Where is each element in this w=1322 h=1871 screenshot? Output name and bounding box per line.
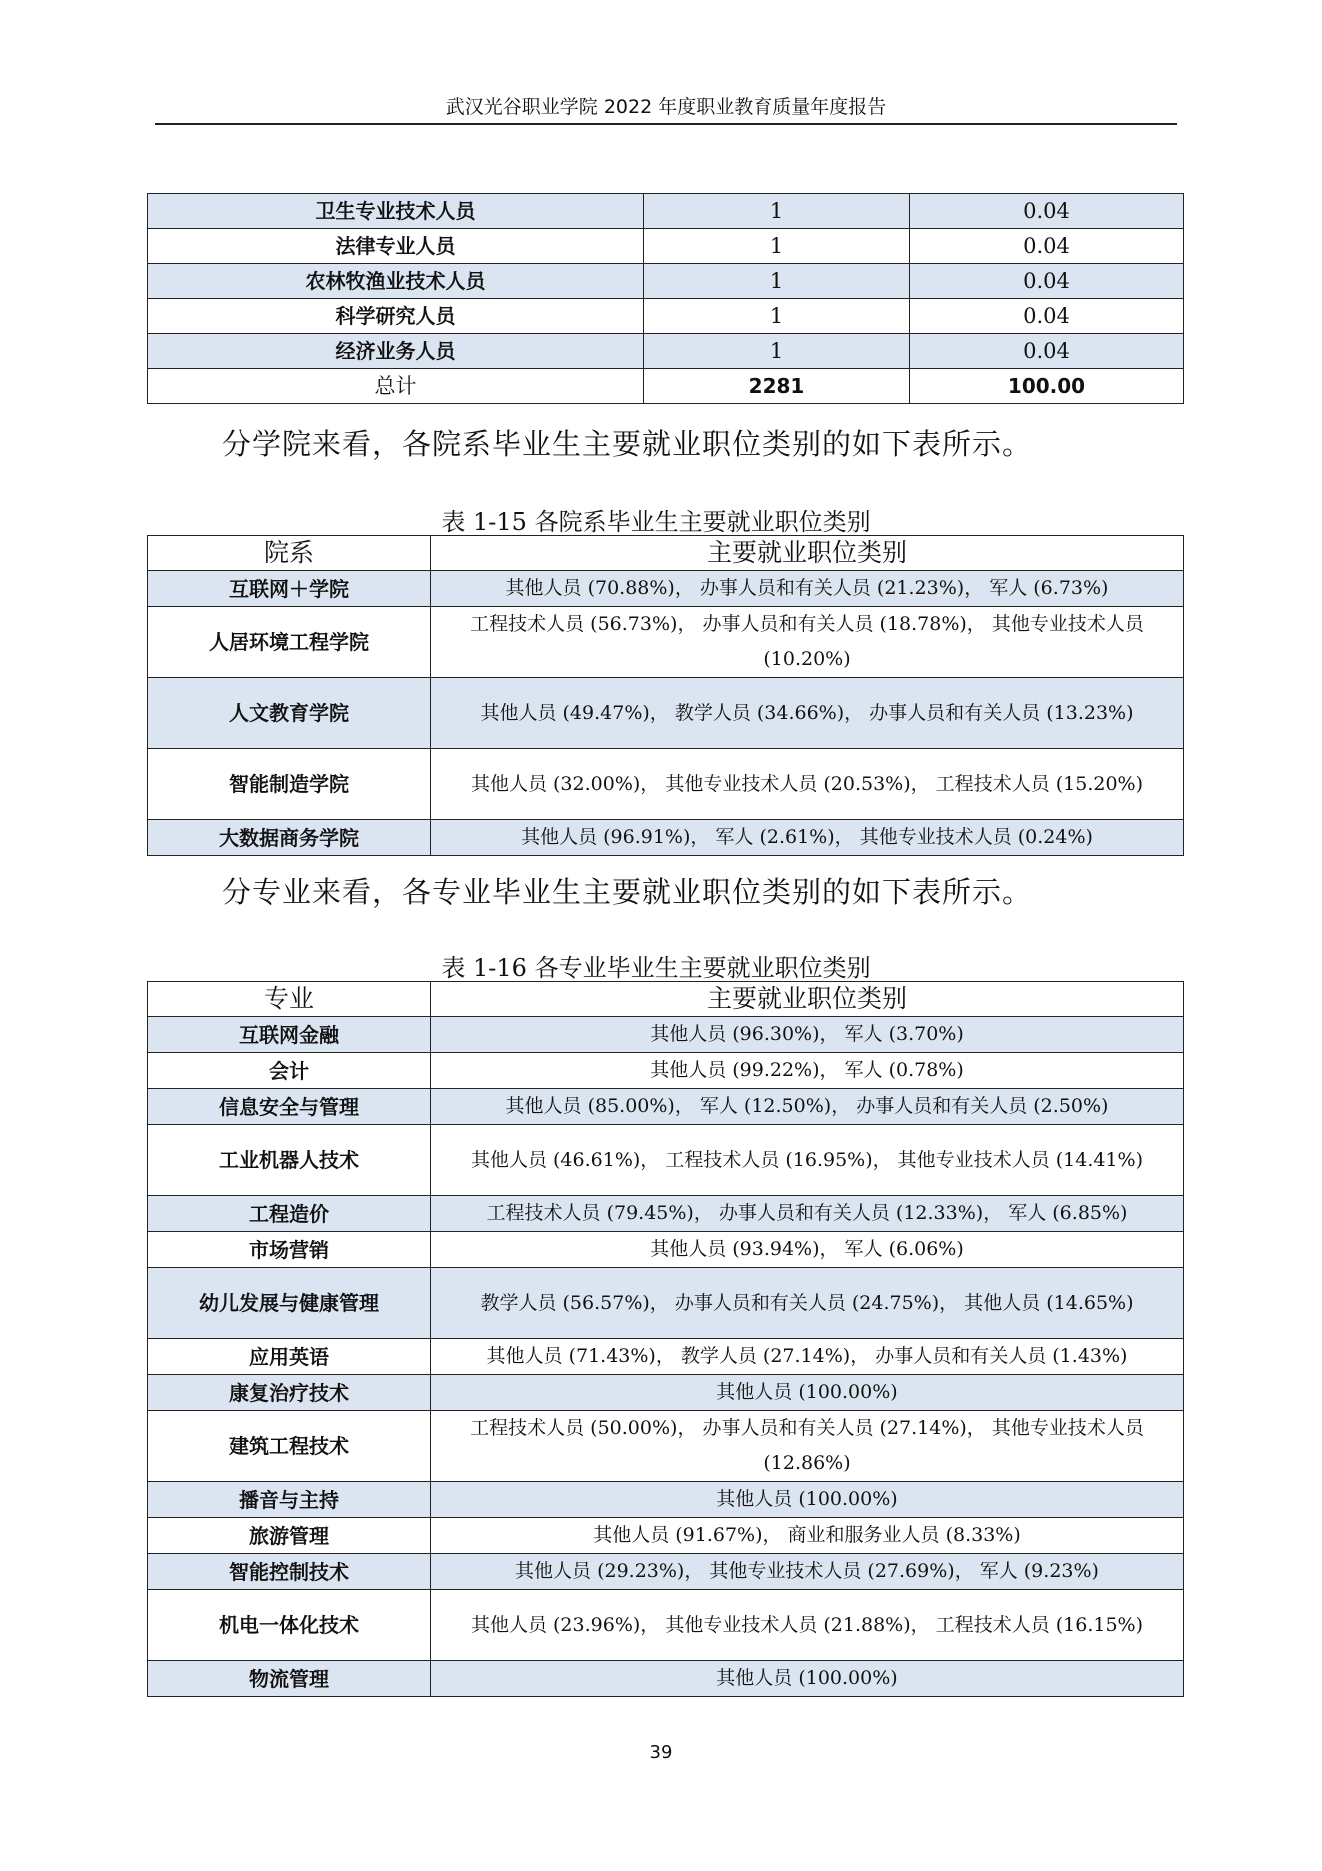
table-row <box>148 678 1184 749</box>
category-value: 其他人员 (100.00%) <box>431 1482 1184 1518</box>
category-value: 其他人员 (96.91%)， 军人 (2.61%)， 其他专业技术人员 (0.24%) <box>431 820 1184 856</box>
row-count: 1 <box>644 229 910 264</box>
category-value: 其他人员 (85.00%)， 军人 (12.50%)， 办事人员和有关人员 (2.50%) <box>431 1089 1184 1125</box>
row-label: 卫生专业技术人员 <box>148 194 644 229</box>
row-percent: 0.04 <box>910 334 1184 369</box>
table-row <box>148 1339 1184 1375</box>
table-row <box>148 1232 1184 1268</box>
total-label: 总计 <box>148 369 644 404</box>
category-value: 其他人员 (49.47%)， 教学人员 (34.66%)， 办事人员和有关人员 (13.23%) <box>431 678 1184 749</box>
table-row <box>148 820 1184 856</box>
row-percent: 0.04 <box>910 264 1184 299</box>
page-number: 39 <box>649 1742 673 1763</box>
category-value: 其他人员 (99.22%)， 军人 (0.78%) <box>431 1053 1184 1089</box>
major-name: 机电一体化技术 <box>148 1590 431 1661</box>
table-row <box>148 1518 1184 1554</box>
header-category: 主要就业职位类别 <box>431 536 1184 571</box>
major-name: 康复治疗技术 <box>148 1375 431 1411</box>
category-value: 其他人员 (100.00%) <box>431 1375 1184 1411</box>
table-row <box>148 749 1184 820</box>
college-name: 大数据商务学院 <box>148 820 431 856</box>
category-value: 教学人员 (56.57%)， 办事人员和有关人员 (24.75%)， 其他人员 (14.65%) <box>431 1268 1184 1339</box>
table-row <box>148 194 1184 229</box>
table-row <box>148 1125 1184 1196</box>
college-name: 智能制造学院 <box>148 749 431 820</box>
college-name: 人居环境工程学院 <box>148 607 431 678</box>
table-row <box>148 1089 1184 1125</box>
header-rule <box>155 123 1177 125</box>
major-name: 工业机器人技术 <box>148 1125 431 1196</box>
occupation-count-table <box>147 193 1184 404</box>
row-count: 1 <box>644 194 910 229</box>
table-row <box>148 1017 1184 1053</box>
college-name: 人文教育学院 <box>148 678 431 749</box>
row-label: 经济业务人员 <box>148 334 644 369</box>
major-name: 互联网金融 <box>148 1017 431 1053</box>
major-name: 播音与主持 <box>148 1482 431 1518</box>
table-row <box>148 299 1184 334</box>
table-row <box>148 1590 1184 1661</box>
table-row <box>148 264 1184 299</box>
header-college: 院系 <box>148 536 431 571</box>
row-label: 法律专业人员 <box>148 229 644 264</box>
category-value: 其他人员 (23.96%)， 其他专业技术人员 (21.88%)， 工程技术人员 (16.15%) <box>431 1590 1184 1661</box>
college-name: 互联网＋学院 <box>148 571 431 607</box>
row-count: 1 <box>644 334 910 369</box>
category-value: 工程技术人员 (56.73%)， 办事人员和有关人员 (18.78%)， 其他专业技术人员 (10.20%) <box>431 607 1184 678</box>
table-row <box>148 1268 1184 1339</box>
category-value: 其他人员 (96.30%)， 军人 (3.70%) <box>431 1017 1184 1053</box>
category-value: 其他人员 (46.61%)， 工程技术人员 (16.95%)， 其他专业技术人员 (14.41%) <box>431 1125 1184 1196</box>
table-row <box>148 1053 1184 1089</box>
category-value: 工程技术人员 (50.00%)， 办事人员和有关人员 (27.14%)， 其他专业技术人员 (12.86%) <box>431 1411 1184 1482</box>
category-value: 其他人员 (70.88%)， 办事人员和有关人员 (21.23%)， 军人 (6.73%) <box>431 571 1184 607</box>
row-percent: 0.04 <box>910 299 1184 334</box>
table-header-row <box>148 982 1184 1017</box>
total-count: 2281 <box>644 369 910 404</box>
major-name: 应用英语 <box>148 1339 431 1375</box>
row-count: 1 <box>644 299 910 334</box>
paragraph-by-college: 分学院来看，各院系毕业生主要就业职位类别的如下表所示。 <box>222 427 1033 461</box>
category-value: 其他人员 (32.00%)， 其他专业技术人员 (20.53%)， 工程技术人员 (15.20%) <box>431 749 1184 820</box>
table-1-16-caption: 表 1-16 各专业毕业生主要就业职位类别 <box>441 954 871 982</box>
table-row <box>148 1411 1184 1482</box>
table-row <box>148 1661 1184 1697</box>
category-value: 其他人员 (71.43%)， 教学人员 (27.14%)， 办事人员和有关人员 (1.43%) <box>431 1339 1184 1375</box>
header-category: 主要就业职位类别 <box>431 982 1184 1017</box>
major-name: 工程造价 <box>148 1196 431 1232</box>
category-value: 其他人员 (100.00%) <box>431 1661 1184 1697</box>
table-row <box>148 1196 1184 1232</box>
major-name: 信息安全与管理 <box>148 1089 431 1125</box>
total-percent: 100.00 <box>910 369 1184 404</box>
major-name: 智能控制技术 <box>148 1554 431 1590</box>
row-label: 农林牧渔业技术人员 <box>148 264 644 299</box>
table-1-15-caption: 表 1-15 各院系毕业生主要就业职位类别 <box>441 508 871 536</box>
header-major: 专业 <box>148 982 431 1017</box>
category-value: 工程技术人员 (79.45%)， 办事人员和有关人员 (12.33%)， 军人 (6.85%) <box>431 1196 1184 1232</box>
table-row <box>148 607 1184 678</box>
major-name: 建筑工程技术 <box>148 1411 431 1482</box>
major-name: 物流管理 <box>148 1661 431 1697</box>
major-name: 市场营销 <box>148 1232 431 1268</box>
major-name: 旅游管理 <box>148 1518 431 1554</box>
category-value: 其他人员 (93.94%)， 军人 (6.06%) <box>431 1232 1184 1268</box>
table-1-16 <box>147 981 1184 1697</box>
row-percent: 0.04 <box>910 229 1184 264</box>
table-row <box>148 229 1184 264</box>
row-percent: 0.04 <box>910 194 1184 229</box>
table-row <box>148 1375 1184 1411</box>
row-label: 科学研究人员 <box>148 299 644 334</box>
major-name: 会计 <box>148 1053 431 1089</box>
table-1-15 <box>147 535 1184 856</box>
table-row <box>148 334 1184 369</box>
paragraph-by-major: 分专业来看，各专业毕业生主要就业职位类别的如下表所示。 <box>222 875 1033 909</box>
total-row <box>148 369 1184 404</box>
table-header-row <box>148 536 1184 571</box>
page-header-title: 武汉光谷职业学院 2022 年度职业教育质量年度报告 <box>445 96 887 118</box>
table-row <box>148 571 1184 607</box>
row-count: 1 <box>644 264 910 299</box>
table-row <box>148 1482 1184 1518</box>
table-row <box>148 1554 1184 1590</box>
major-name: 幼儿发展与健康管理 <box>148 1268 431 1339</box>
category-value: 其他人员 (91.67%)， 商业和服务业人员 (8.33%) <box>431 1518 1184 1554</box>
category-value: 其他人员 (29.23%)， 其他专业技术人员 (27.69%)， 军人 (9.23%) <box>431 1554 1184 1590</box>
